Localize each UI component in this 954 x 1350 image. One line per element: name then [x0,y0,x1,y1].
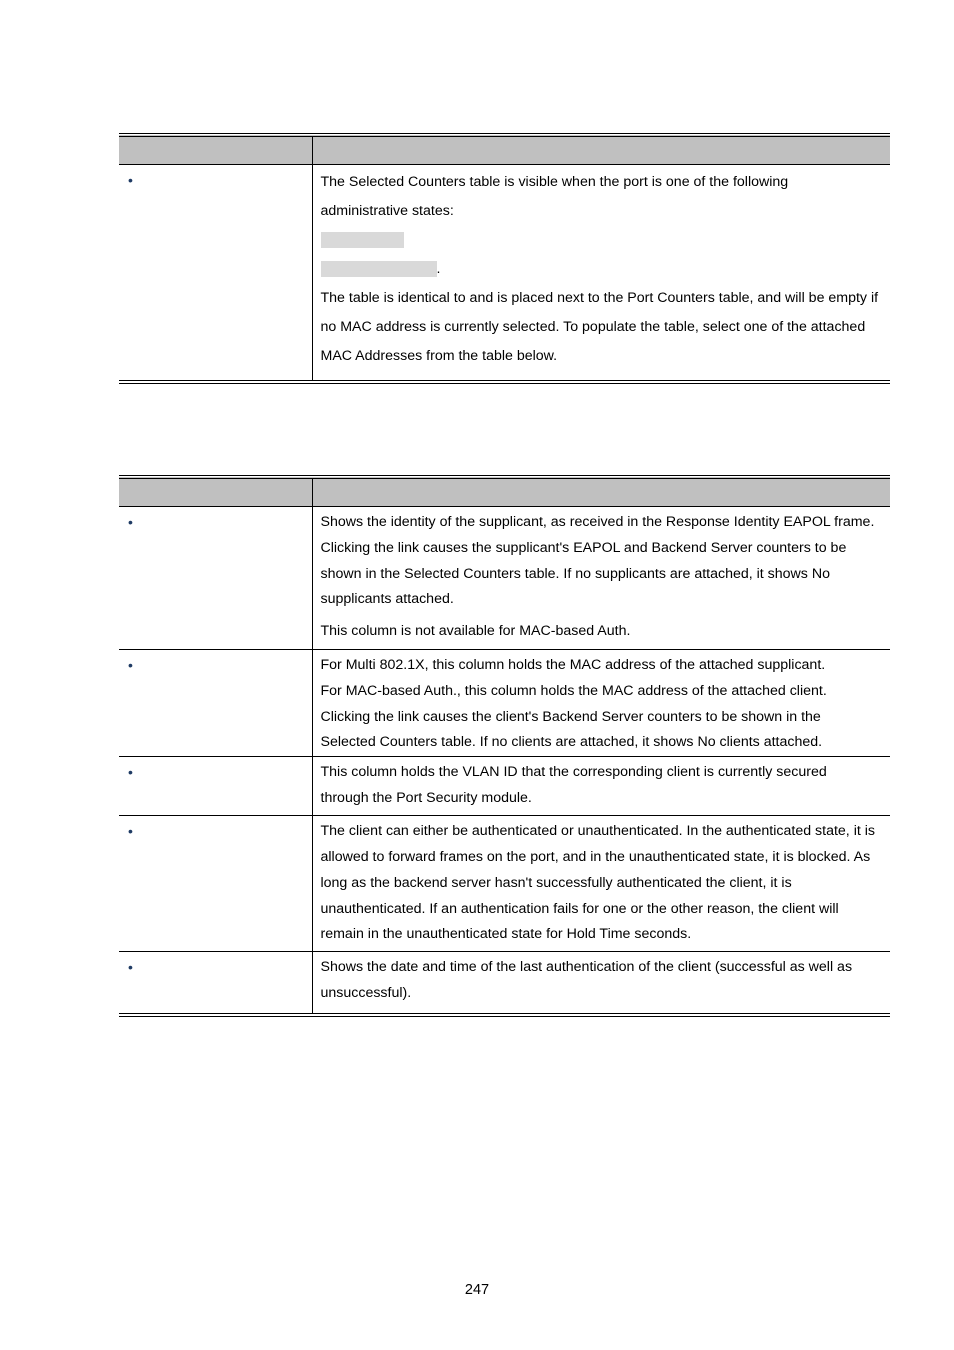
table-row [119,816,890,952]
description-line: The table is identical to and is placed next to the Port Counters table, and will be empty if [320,290,879,306]
bullet-icon: • [128,959,133,976]
description-cell [312,816,890,952]
redacted-state-label [321,261,437,277]
redacted-state-label [321,232,404,248]
table-row [119,952,890,1015]
param-cell [119,757,312,816]
header-object [119,135,312,165]
description-line: The Selected Counters table is visible when the port is one of the following [320,174,789,190]
attached-clients-table [119,475,890,1017]
param-cell [119,952,312,1015]
table-header-row [119,135,890,165]
description-line: supplicants attached. [320,591,454,608]
description-line: MAC Addresses from the table below. [320,348,558,364]
description-line: This column holds the VLAN ID that the corresponding client is currently secured [320,764,827,781]
page-number: 247 [464,1282,490,1298]
state-item [321,255,883,284]
description-line: Clicking the link causes the client's Backend Server counters to be shown in the [320,708,821,725]
table-row [119,507,890,650]
bullet-icon: • [128,657,133,673]
description-line: allowed to forward frames on the port, and in the unauthenticated state, it is blocked. As [320,848,871,865]
description-line: no MAC address is currently selected. To populate the table, select one of the attached [320,319,866,335]
description-line: administrative states: [320,203,454,219]
param-cell [119,507,312,650]
table-row [119,650,890,757]
description-line: Clicking the link causes the supplicant's EAPOL and Backend Server counters to be [320,539,847,556]
table-row [119,165,890,382]
description-cell [312,650,890,757]
table-header-row [119,477,890,507]
selected-counters-table [119,133,890,384]
param-cell [119,816,312,952]
table-row [119,757,890,816]
description-line: through the Port Security module. [320,789,532,806]
description-line: For MAC-based Auth., this column holds the MAC address of the attached client. [320,682,827,699]
description-line: Shows the identity of the supplicant, as received in the Response Identity EAPOL frame. [320,514,875,530]
header-description [312,477,890,507]
description-line: Shows the date and time of the last authentication of the client (successful as well as [320,959,853,976]
description-cell [312,757,890,816]
bullet-icon: • [128,764,133,781]
period-text: . [436,261,441,277]
param-cell [119,165,312,382]
description-line: shown in the Selected Counters table. If no supplicants are attached, it shows No [320,565,830,582]
header-object [119,477,312,507]
state-item [321,226,883,255]
description-cell [312,952,890,1015]
bullet-icon: • [128,172,133,188]
bullet-icon: • [128,514,133,530]
bullet-icon: • [128,823,133,840]
description-line: unauthenticated. If an authentication fails for one or the other reason, the client will [320,900,839,917]
param-cell [119,650,312,757]
description-line: The client can either be authenticated or unauthenticated. In the authenticated state, it is [320,823,875,840]
description-note: This column is not available for MAC-based Auth. [320,623,631,640]
header-description [312,135,890,165]
description-line: long as the backend server hasn't successfully authenticated the client, it is [320,874,792,891]
description-cell [312,507,890,650]
description-line: remain in the unauthenticated state for Hold Time seconds. [320,926,692,943]
description-line: For Multi 802.1X, this column holds the MAC address of the attached supplicant. [320,657,826,673]
description-line: Selected Counters table. If no clients are attached, it shows No clients attached. [320,734,823,751]
description-line: unsuccessful). [320,984,412,1001]
description-cell [312,165,890,382]
